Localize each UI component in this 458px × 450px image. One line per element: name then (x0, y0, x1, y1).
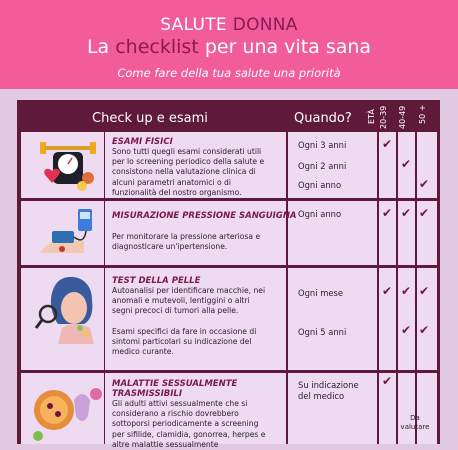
when-test-pelle-1: Ogni mese (298, 288, 344, 298)
check-pelle-r1-20-39: ✔ (382, 284, 393, 298)
title-mst: MALATTIE SESSUALMENTE TRASMISSIBILI (112, 379, 238, 399)
check-esami-r1-20-39: ✔ (382, 137, 393, 151)
when-mst: Su indicazione del medico (298, 380, 359, 401)
desc-pressione: Per monitorare la pressione arteriosa e diagnosticare un'ipertensione. (112, 232, 261, 252)
check-pelle-r2-50plus: ✔ (419, 323, 430, 337)
when-esami-fisici-2: Ogni 2 anni (298, 161, 347, 171)
uterus-bacteria-icon (30, 380, 102, 444)
divider-age-1 (377, 132, 379, 444)
when-esami-fisici-3: Ogni anno (298, 180, 342, 190)
subtitle-line (0, 36, 458, 58)
desc-mst: Gli adulti attivi sessualmente che si considerano a rischio dovrebbero sottoporsi periodicamente a screening per sifilide, clamidia, gonorrea, herpes e altre malattie sessualmente (112, 399, 266, 449)
blood-pressure-monitor-icon (34, 205, 100, 261)
check-pelle-r2-40-49: ✔ (401, 323, 412, 337)
subtitle-accent: checklist (115, 36, 199, 58)
title-word-donna: DONNA (232, 15, 298, 35)
title-pressione: MISURAZIONE PRESSIONE SANGUIGNA (112, 211, 297, 221)
check-mst-20-39: ✔ (382, 374, 393, 388)
when-pressione: Ogni anno (298, 209, 342, 219)
divider-age-3 (415, 132, 417, 444)
col-header-exams: Check up e esami (92, 111, 208, 126)
subtitle-pre: La (86, 36, 110, 58)
age-group-50-plus: 50 + (418, 104, 427, 124)
col-header-age: ETÀ (367, 109, 376, 124)
divider-when-col (286, 132, 288, 444)
title-esami-fisici: ESAMI FISICI (112, 137, 173, 147)
desc-test-pelle-2: Esami specifici da fare in occasione di sintomi particolari su indicazione del medico curante. (112, 327, 257, 357)
when-test-pelle-2: Ogni 5 anni (298, 327, 347, 337)
check-pelle-r1-50plus: ✔ (419, 284, 430, 298)
check-pressione-20-39: ✔ (382, 206, 393, 220)
age-group-40-49: 40-49 (398, 105, 407, 129)
title-line (0, 15, 458, 35)
desc-test-pelle-1: Autoanalisi per identificare macchie, nei anomali e mutevoli, lentiggini o altri segni precoci di tumori alla pelle. (112, 286, 266, 316)
header-banner (0, 0, 458, 89)
col-header-when: Quando? (294, 111, 352, 126)
age-group-20-39: 20-39 (379, 105, 388, 129)
check-pressione-40-49: ✔ (401, 206, 412, 220)
when-esami-fisici-1: Ogni 3 anni (298, 140, 347, 150)
check-pelle-r1-40-49: ✔ (401, 284, 412, 298)
check-pressione-50plus: ✔ (419, 206, 430, 220)
title-word-salute: SALUTE (160, 15, 227, 35)
check-esami-r2-40-49: ✔ (401, 157, 412, 171)
desc-esami-fisici: Sono tutti quegli esami considerati utili per lo screening periodico della salute e consistono nella valutazione clinica di alcuni parametri anatomici o di funzionalità del nostro organismo. (112, 147, 265, 197)
tagline: Come fare della tua salute una priorità (117, 66, 341, 80)
skin-exam-icon (34, 272, 102, 358)
divider-icon-col (104, 132, 105, 444)
to-evaluate-label: Da valutare (400, 414, 430, 431)
divider-age-2 (396, 132, 398, 444)
scale-dumbbell-heart-icon (38, 136, 100, 194)
subtitle-post: per una vita sana (204, 36, 372, 58)
check-esami-r3-50plus: ✔ (419, 177, 430, 191)
title-test-pelle: TEST DELLA PELLE (112, 276, 201, 286)
